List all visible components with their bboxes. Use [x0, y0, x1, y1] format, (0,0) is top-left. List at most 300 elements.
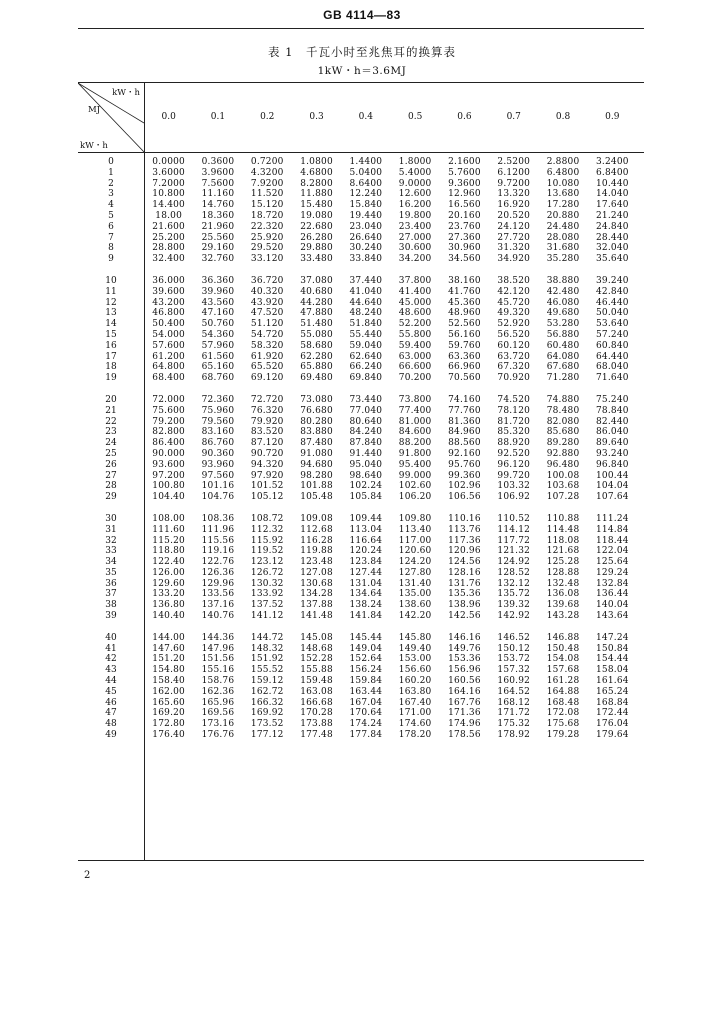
table-cell: 55.440 [349, 329, 383, 340]
table-row [78, 157, 644, 168]
row-label: 28 [105, 481, 117, 492]
table-cell: 77.040 [349, 405, 383, 416]
table-cell: 24.480 [546, 221, 580, 232]
table-cell: 29.160 [201, 243, 235, 254]
table-cell: 130.68 [300, 578, 333, 589]
table-row [78, 546, 644, 557]
table-cell: 111.96 [201, 524, 235, 535]
table-cell: 178.92 [497, 730, 531, 741]
table-cell: 34.920 [497, 254, 531, 265]
table-cell: 103.68 [546, 481, 580, 492]
table-cell: 135.00 [398, 589, 432, 600]
table-cell: 148.68 [300, 643, 333, 654]
table-row [78, 427, 644, 438]
table-cell: 33.840 [349, 254, 383, 265]
table-cell: 132.48 [546, 578, 580, 589]
table-cell: 152.28 [300, 654, 333, 665]
table-cell: 54.000 [152, 329, 185, 340]
table-cell: 173.88 [300, 719, 333, 730]
table-cell: 96.120 [497, 459, 531, 470]
conversion-table [78, 82, 644, 861]
table-cell: 88.560 [448, 438, 481, 449]
table-cell: 70.200 [398, 373, 432, 384]
table-cell: 20.880 [546, 210, 580, 221]
table-cell: 144.72 [250, 632, 284, 643]
column-header: 0.0 [161, 112, 176, 122]
table-cell: 120.24 [349, 546, 383, 557]
table-cell: 41.760 [448, 286, 481, 297]
table-cell: 111.24 [595, 513, 629, 524]
table-cell: 55.800 [398, 329, 432, 340]
table-cell: 135.36 [448, 589, 481, 600]
table-cell: 16.920 [497, 200, 531, 211]
table-cell: 79.200 [152, 416, 185, 427]
row-label: 12 [105, 297, 117, 308]
table-cell: 174.96 [448, 719, 481, 730]
table-cell: 65.880 [300, 362, 333, 373]
column-header: 0.3 [309, 112, 324, 122]
table-cell: 142.92 [497, 611, 531, 622]
row-label: 6 [108, 221, 114, 232]
table-cell: 100.80 [152, 481, 185, 492]
row-label: 8 [108, 243, 114, 254]
table-cell: 102.24 [349, 481, 383, 492]
table-cell: 133.92 [250, 589, 284, 600]
table-cell: 108.72 [250, 513, 284, 524]
table-cell: 79.560 [201, 416, 235, 427]
table-cell: 122.40 [152, 557, 185, 568]
table-row [78, 200, 644, 211]
table-cell: 41.040 [349, 286, 383, 297]
table-cell: 1.0800 [300, 157, 333, 167]
table-cell: 18.360 [201, 210, 235, 221]
table-cell: 42.840 [595, 286, 629, 297]
table-cell: 63.720 [497, 351, 531, 362]
table-cell: 121.68 [546, 546, 580, 557]
table-cell: 52.200 [398, 319, 432, 330]
table-cell: 128.16 [448, 567, 481, 578]
table-cell: 15.840 [349, 200, 383, 211]
table-cell: 120.60 [398, 546, 432, 557]
table-cell: 96.840 [595, 459, 629, 470]
table-cell: 103.32 [497, 481, 531, 492]
table-cell: 87.480 [300, 438, 333, 449]
table-cell: 175.68 [546, 719, 580, 730]
header-rule [78, 28, 644, 29]
table-cell: 74.520 [497, 394, 531, 405]
row-label: 34 [105, 557, 117, 568]
table-cell: 29.520 [250, 243, 284, 254]
table-cell: 81.360 [448, 416, 481, 427]
table-cell: 75.600 [152, 405, 185, 416]
table-cell: 87.120 [250, 438, 284, 449]
table-cell: 97.200 [152, 470, 185, 481]
table-cell: 53.280 [546, 319, 580, 330]
table-cell: 169.56 [201, 708, 235, 719]
table-cell: 157.32 [497, 665, 531, 676]
table-cell: 50.040 [595, 308, 629, 319]
table-cell: 72.000 [152, 394, 185, 405]
table-cell: 167.04 [349, 697, 383, 708]
table-row [78, 189, 644, 200]
row-label: 13 [105, 308, 117, 319]
table-cell: 127.80 [398, 567, 432, 578]
table-cell: 153.00 [398, 654, 432, 665]
table-cell: 62.640 [349, 351, 383, 362]
corner-label-value-unit: MJ [88, 105, 101, 115]
table-cell: 125.28 [546, 557, 580, 568]
table-cell: 143.64 [595, 611, 629, 622]
table-cell: 155.16 [201, 665, 235, 676]
table-cell: 117.00 [398, 535, 432, 546]
row-label: 16 [105, 340, 117, 351]
table-row [78, 233, 644, 244]
table-cell: 67.320 [497, 362, 531, 373]
table-cell: 32.760 [201, 254, 235, 265]
row-label: 47 [105, 708, 117, 719]
table-cell: 13.320 [497, 189, 531, 200]
table-cell: 22.320 [250, 221, 284, 232]
table-cell: 80.280 [300, 416, 333, 427]
table-cell: 108.00 [152, 513, 185, 524]
table-cell: 117.72 [497, 535, 531, 546]
table-cell: 50.400 [152, 319, 185, 330]
table-cell: 101.88 [300, 481, 333, 492]
table-row [78, 611, 644, 622]
table-cell: 26.640 [349, 232, 383, 243]
table-cell: 162.00 [152, 686, 185, 697]
table-cell: 167.40 [398, 697, 432, 708]
table-cell: 167.76 [448, 697, 481, 708]
table-cell: 160.20 [398, 676, 432, 687]
table-cell: 91.440 [349, 448, 383, 459]
row-label: 14 [105, 319, 117, 330]
table-row [78, 471, 644, 482]
table-cell: 59.400 [398, 340, 432, 351]
table-cell: 63.360 [448, 351, 481, 362]
table-cell: 151.92 [250, 654, 284, 665]
table-cell: 50.760 [201, 319, 235, 330]
table-cell: 154.08 [546, 654, 580, 665]
table-row [78, 298, 644, 309]
row-label: 38 [105, 600, 117, 611]
table-row [78, 352, 644, 363]
row-label: 42 [105, 654, 117, 665]
table-row [78, 222, 644, 233]
row-label: 48 [105, 719, 117, 730]
table-cell: 43.560 [201, 297, 235, 308]
table-row [78, 254, 644, 265]
table-cell: 77.400 [398, 405, 432, 416]
table-cell: 94.320 [250, 459, 284, 470]
table-cell: 70.560 [448, 373, 481, 384]
table-cell: 92.520 [497, 448, 531, 459]
table-cell: 119.52 [250, 546, 284, 557]
table-cell: 27.720 [497, 232, 531, 243]
table-cell: 156.60 [398, 665, 432, 676]
table-cell: 2.8800 [546, 157, 580, 167]
table-cell: 74.880 [546, 394, 580, 405]
page-number: 2 [84, 870, 91, 881]
table-cell: 56.880 [546, 329, 580, 340]
table-cell: 78.480 [546, 405, 580, 416]
table-cell: 12.240 [349, 189, 383, 200]
table-cell: 25.560 [201, 232, 235, 243]
table-cell: 158.40 [152, 676, 185, 687]
table-cell: 8.6400 [349, 178, 383, 189]
table-cell: 109.80 [398, 513, 432, 524]
table-cell: 90.720 [250, 448, 284, 459]
table-cell: 112.32 [250, 524, 284, 535]
table-cell: 31.680 [546, 243, 580, 254]
table-cell: 177.84 [349, 730, 383, 741]
table-cell: 73.440 [349, 394, 383, 405]
table-cell: 166.32 [250, 697, 284, 708]
table-cell: 137.16 [201, 600, 235, 611]
table-cell: 15.480 [300, 200, 333, 211]
table-cell: 48.960 [448, 308, 481, 319]
table-cell: 64.080 [546, 351, 580, 362]
table-cell: 38.880 [546, 275, 580, 286]
table-cell: 163.44 [349, 686, 383, 697]
table-cell: 17.280 [546, 200, 580, 211]
table-cell: 165.96 [201, 697, 235, 708]
table-cell: 155.88 [300, 665, 333, 676]
table-cell: 112.68 [300, 524, 333, 535]
table-row [78, 579, 644, 590]
table-cell: 35.280 [546, 254, 580, 265]
table-row [78, 654, 644, 665]
table-cell: 14.760 [201, 200, 235, 211]
row-label: 17 [105, 351, 117, 362]
column-header: 0.6 [457, 112, 472, 122]
table-cell: 97.560 [201, 470, 235, 481]
table-cell: 127.08 [300, 567, 333, 578]
table-cell: 106.92 [497, 492, 531, 503]
row-label: 43 [105, 665, 117, 676]
table-cell: 71.640 [595, 373, 629, 384]
table-row [78, 373, 644, 384]
table-cell: 92.880 [546, 448, 580, 459]
table-cell: 21.240 [595, 210, 629, 221]
standard-header: GB 4114—83 [323, 8, 401, 22]
table-cell: 136.80 [152, 600, 185, 611]
table-cell: 109.08 [300, 513, 333, 524]
table-cell: 19.800 [398, 210, 432, 221]
table-cell: 178.56 [448, 730, 481, 741]
row-label: 5 [108, 210, 114, 221]
table-cell: 104.76 [201, 492, 235, 503]
table-cell: 43.200 [152, 297, 185, 308]
table-cell: 85.680 [546, 427, 580, 438]
table-cell: 172.44 [595, 708, 629, 719]
row-label: 22 [105, 416, 117, 427]
table-cell: 76.320 [250, 405, 284, 416]
table-cell: 163.08 [300, 686, 333, 697]
column-header-row [144, 83, 644, 152]
table-cell: 105.48 [300, 492, 333, 503]
table-cell: 25.200 [152, 232, 185, 243]
table-cell: 16.560 [448, 200, 481, 211]
table-cell: 115.92 [250, 535, 284, 546]
column-header: 0.8 [555, 112, 571, 122]
table-cell: 54.360 [201, 329, 235, 340]
table-cell: 33.120 [250, 254, 284, 265]
table-cell: 21.960 [201, 221, 235, 232]
table-cell: 69.120 [250, 373, 284, 384]
table-title: 表 1 千瓦小时至兆焦耳的换算表 [268, 45, 456, 59]
table-cell: 154.44 [595, 654, 629, 665]
table-cell: 64.440 [595, 351, 629, 362]
table-cell: 24.840 [595, 221, 629, 232]
table-cell: 119.16 [201, 546, 235, 557]
table-cell: 147.24 [595, 632, 629, 643]
table-row [78, 276, 644, 287]
table-cell: 123.12 [250, 557, 284, 568]
table-cell: 98.640 [349, 470, 383, 481]
table-cell: 110.88 [546, 513, 580, 524]
table-cell: 98.280 [300, 470, 333, 481]
table-cell: 32.400 [152, 254, 185, 265]
table-cell: 168.48 [546, 697, 580, 708]
corner-label-column-unit: kW・h [112, 88, 140, 98]
table-cell: 23.760 [448, 221, 481, 232]
table-cell: 78.840 [595, 405, 629, 416]
table-cell: 83.520 [250, 427, 284, 438]
table-cell: 106.20 [398, 492, 432, 503]
table-cell: 166.68 [300, 697, 333, 708]
table-cell: 43.920 [250, 297, 284, 308]
table-cell: 108.36 [201, 513, 235, 524]
table-cell: 86.760 [201, 438, 235, 449]
table-cell: 101.16 [201, 481, 235, 492]
table-cell: 130.32 [250, 578, 284, 589]
table-cell: 4.3200 [250, 167, 284, 178]
table-row [78, 341, 644, 352]
table-cell: 9.0000 [398, 178, 432, 189]
table-cell: 132.84 [595, 578, 629, 589]
table-cell: 12.600 [398, 189, 432, 200]
table-cell: 151.20 [152, 654, 185, 665]
table-cell: 109.44 [349, 513, 383, 524]
table-cell: 19.080 [300, 210, 333, 221]
table-cell: 153.36 [448, 654, 481, 665]
row-label: 15 [105, 329, 117, 340]
table-cell: 62.280 [300, 351, 333, 362]
table-row [78, 676, 644, 687]
table-cell: 32.040 [595, 243, 629, 254]
table-cell: 160.56 [448, 676, 481, 687]
table-cell: 133.56 [201, 589, 235, 600]
table-row [78, 708, 644, 719]
table-cell: 148.32 [250, 643, 284, 654]
table-cell: 175.32 [497, 719, 531, 730]
table-cell: 47.160 [201, 308, 235, 319]
table-cell: 41.400 [398, 286, 432, 297]
table-cell: 1.4400 [349, 157, 383, 167]
table-cell: 170.64 [349, 708, 383, 719]
table-cell: 118.08 [546, 535, 580, 546]
table-cell: 39.240 [595, 275, 629, 286]
table-cell: 138.96 [448, 600, 481, 611]
table-cell: 84.600 [398, 427, 432, 438]
table-cell: 58.680 [300, 340, 333, 351]
table-cell: 124.56 [448, 557, 481, 568]
table-cell: 140.40 [152, 611, 185, 622]
table-cell: 74.160 [448, 394, 481, 405]
table-cell: 66.960 [448, 362, 481, 373]
table-cell: 162.36 [201, 686, 235, 697]
table-cell: 72.720 [250, 394, 284, 405]
table-row [78, 319, 644, 330]
table-cell: 143.28 [546, 611, 580, 622]
table-cell: 99.360 [448, 470, 481, 481]
table-cell: 144.36 [201, 632, 235, 643]
table-cell: 59.760 [448, 340, 481, 351]
column-header: 0.1 [210, 112, 226, 122]
table-cell: 76.680 [300, 405, 333, 416]
table-cell: 88.200 [398, 438, 432, 449]
table-cell: 79.920 [250, 416, 284, 427]
row-label: 40 [105, 632, 117, 643]
table-cell: 128.88 [546, 567, 580, 578]
table-cell: 10.440 [595, 178, 629, 189]
table-cell: 11.880 [300, 189, 333, 200]
table-cell: 35.640 [595, 254, 629, 265]
table-cell: 82.800 [152, 427, 185, 438]
table-cell: 60.120 [497, 340, 531, 351]
table-cell: 173.16 [201, 719, 235, 730]
table-cell: 46.440 [595, 297, 629, 308]
table-cell: 0.0000 [152, 157, 185, 167]
table-cell: 145.08 [300, 632, 333, 643]
table-row [78, 438, 644, 449]
table-cell: 93.960 [201, 459, 235, 470]
table-cell: 121.32 [497, 546, 531, 557]
table-cell: 84.240 [349, 427, 383, 438]
table-cell: 57.960 [201, 340, 235, 351]
row-label: 18 [105, 362, 117, 373]
table-cell: 150.48 [546, 643, 580, 654]
table-cell: 95.040 [349, 459, 383, 470]
table-cell: 138.60 [398, 600, 432, 611]
table-body [78, 157, 644, 741]
table-cell: 161.28 [546, 676, 580, 687]
table-cell: 149.40 [398, 643, 432, 654]
table-cell: 127.44 [349, 567, 383, 578]
table-cell: 52.560 [448, 319, 481, 330]
table-cell: 71.280 [546, 373, 580, 384]
table-cell: 11.520 [250, 189, 284, 200]
table-cell: 174.24 [349, 719, 383, 730]
table-cell: 115.56 [201, 535, 235, 546]
table-row [78, 514, 644, 525]
table-cell: 56.520 [497, 329, 531, 340]
table-cell: 52.920 [497, 319, 531, 330]
table-cell: 126.00 [152, 567, 185, 578]
row-label: 20 [105, 394, 117, 405]
table-cell: 176.76 [201, 730, 235, 741]
table-cell: 19.440 [349, 210, 383, 221]
table-cell: 172.80 [152, 719, 185, 730]
table-cell: 114.48 [546, 524, 580, 535]
table-cell: 37.800 [398, 275, 432, 286]
conversion-formula: 1kW・h＝3.6MJ [317, 65, 407, 77]
table-cell: 25.920 [250, 232, 284, 243]
table-cell: 99.720 [497, 470, 531, 481]
table-cell: 110.52 [497, 513, 531, 524]
table-cell: 171.72 [497, 708, 531, 719]
